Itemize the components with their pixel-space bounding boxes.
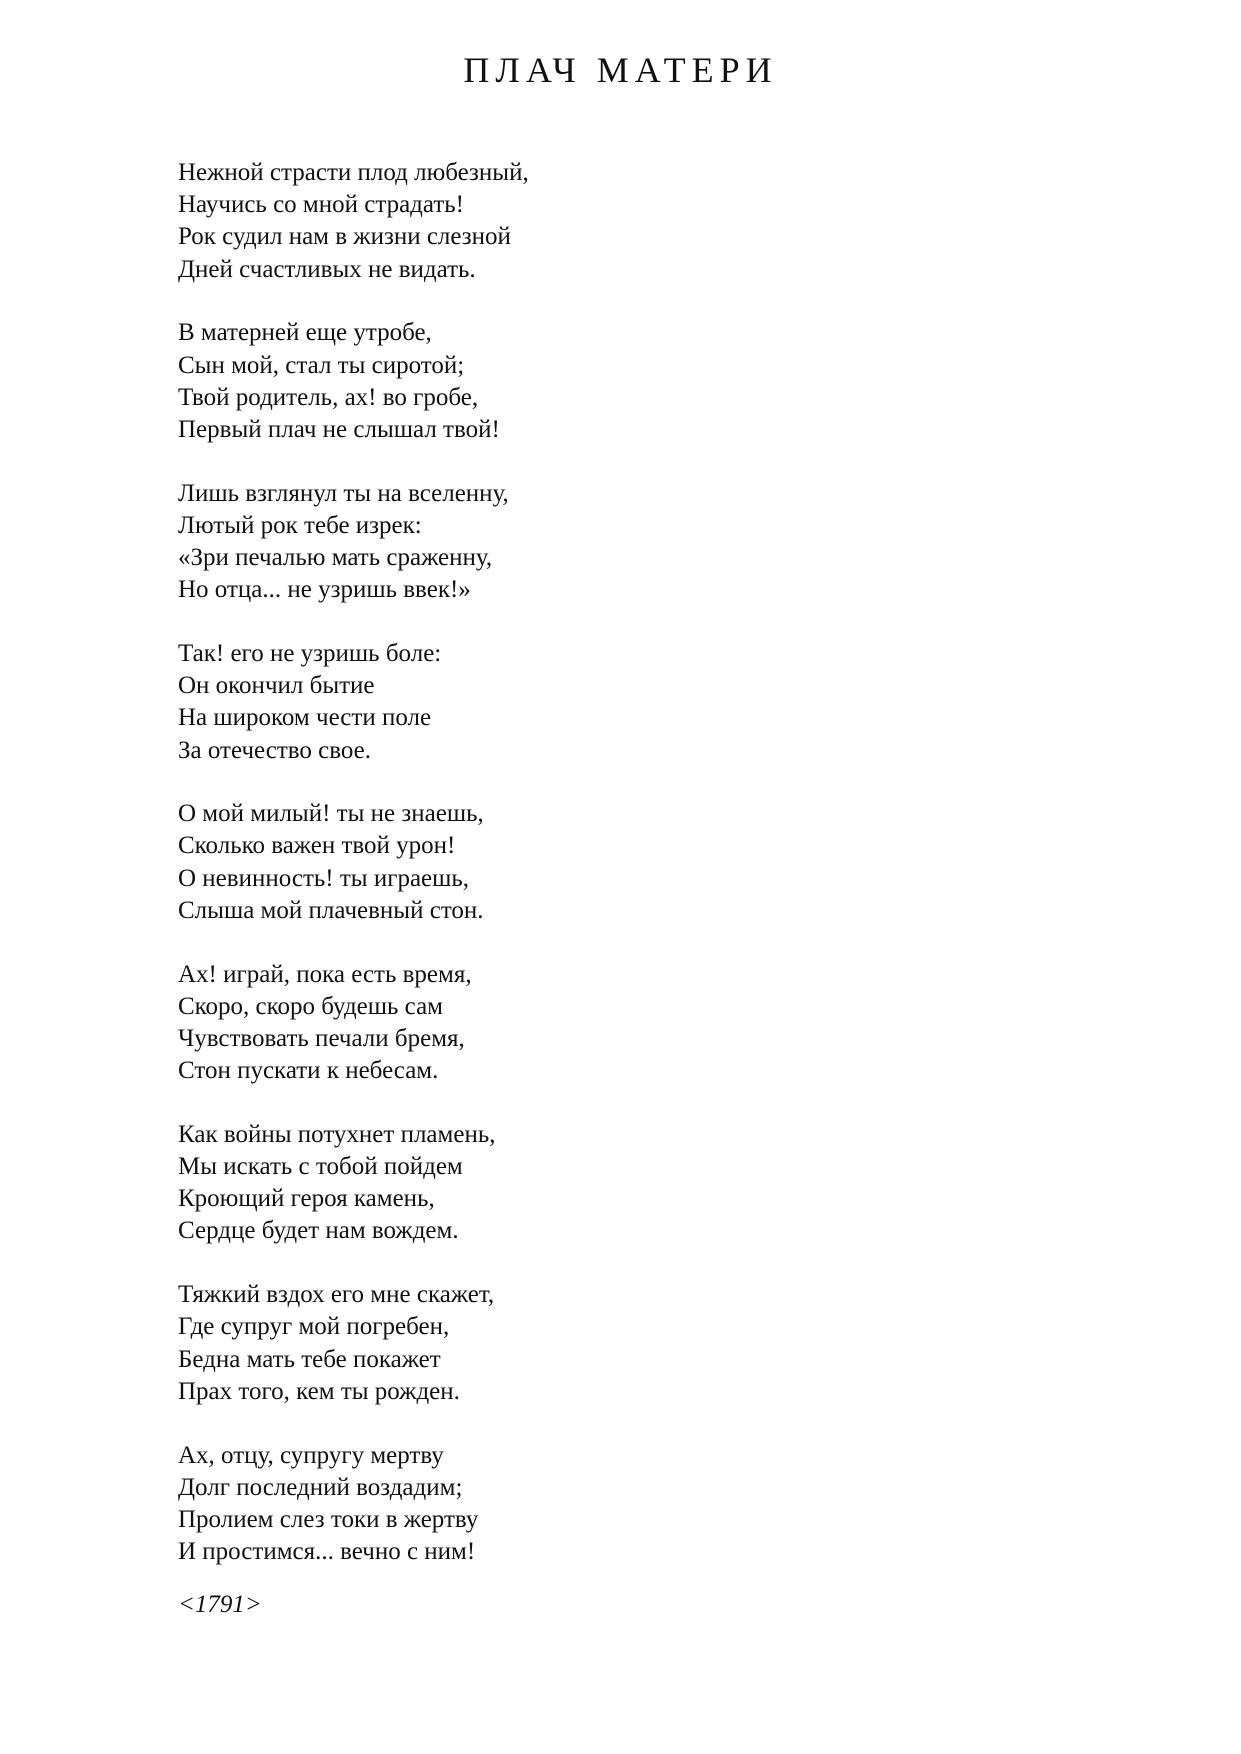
poem-line: Слыша мой плачевный стон.	[178, 896, 484, 924]
poem-line: Долг последний воздадим;	[178, 1473, 463, 1501]
poem-line: Чувствовать печали бремя,	[178, 1024, 465, 1052]
poem-title: ПЛАЧ МАТЕРИ	[463, 50, 778, 90]
poem-line: Где супруг мой погребен,	[178, 1313, 450, 1341]
poem-line: Лишь взглянул ты на вселенну,	[178, 479, 509, 507]
poem-line: Прах того, кем ты рожден.	[178, 1377, 460, 1405]
stanza-4	[178, 638, 1078, 767]
poem-date: <1791>	[178, 1591, 262, 1618]
stanza-8	[178, 1279, 1078, 1408]
stanza-7	[178, 1119, 1078, 1248]
poem-line: Лютый рок тебе изрек:	[178, 511, 422, 539]
poem-line: Ах, отцу, супругу мертву	[178, 1441, 444, 1469]
poem-line: Бедна мать тебе покажет	[178, 1345, 441, 1373]
poem-line: Твой родитель, ах! во гробе,	[178, 383, 479, 411]
poem-line: Но отца... не узришь ввек!»	[178, 576, 471, 604]
poem-line: Как войны потухнет пламень,	[178, 1120, 496, 1148]
poem-line: О мой милый! ты не знаешь,	[178, 800, 484, 828]
poem-line: Стон пускати к небесам.	[178, 1057, 439, 1085]
poem-body	[178, 157, 1078, 1600]
poem-line: Научись со мной страдать!	[178, 191, 464, 219]
poem-line: Сердце будет нам вождем.	[178, 1217, 459, 1245]
poem-line: «Зри печалью мать сраженну,	[178, 544, 493, 572]
poem-line: Рок судил нам в жизни слезной	[178, 223, 511, 251]
poem-line: В матерней еще утробе,	[178, 319, 432, 347]
stanza-3	[178, 478, 1078, 607]
poem-line: Пролием слез токи в жертву	[178, 1505, 479, 1533]
poem-line: Он окончил бытие	[178, 672, 375, 700]
poem-line: Мы искать с тобой пойдем	[178, 1153, 463, 1181]
poem-line: Так! его не узришь боле:	[178, 639, 442, 667]
poem-line: Сколько важен твой урон!	[178, 832, 456, 860]
poem-line: Тяжкий вздох его мне скажет,	[178, 1281, 495, 1309]
poem-line: Нежной страсти плод любезный,	[178, 159, 529, 186]
poem-line: Ах! играй, пока есть время,	[178, 960, 472, 988]
stanza-9	[178, 1440, 1078, 1569]
poem-line: Сын мой, стал ты сиротой;	[178, 351, 465, 379]
poem-line: И простимся... вечно с ним!	[178, 1538, 476, 1566]
stanza-6	[178, 959, 1078, 1088]
poem-line: Дней счастливых не видать.	[178, 255, 476, 283]
stanza-2	[178, 317, 1078, 446]
poem-line: Кроющий героя камень,	[178, 1185, 435, 1213]
poem-line: За отечество свое.	[178, 736, 372, 764]
poem-line: На широком чести поле	[178, 704, 432, 732]
poem-line: О невинность! ты играешь,	[178, 864, 470, 892]
poem-line: Скоро, скоро будешь сам	[178, 992, 444, 1020]
poem-line: Первый плач не слышал твой!	[178, 415, 500, 443]
stanza-5	[178, 798, 1078, 927]
stanza-1	[178, 157, 1078, 286]
